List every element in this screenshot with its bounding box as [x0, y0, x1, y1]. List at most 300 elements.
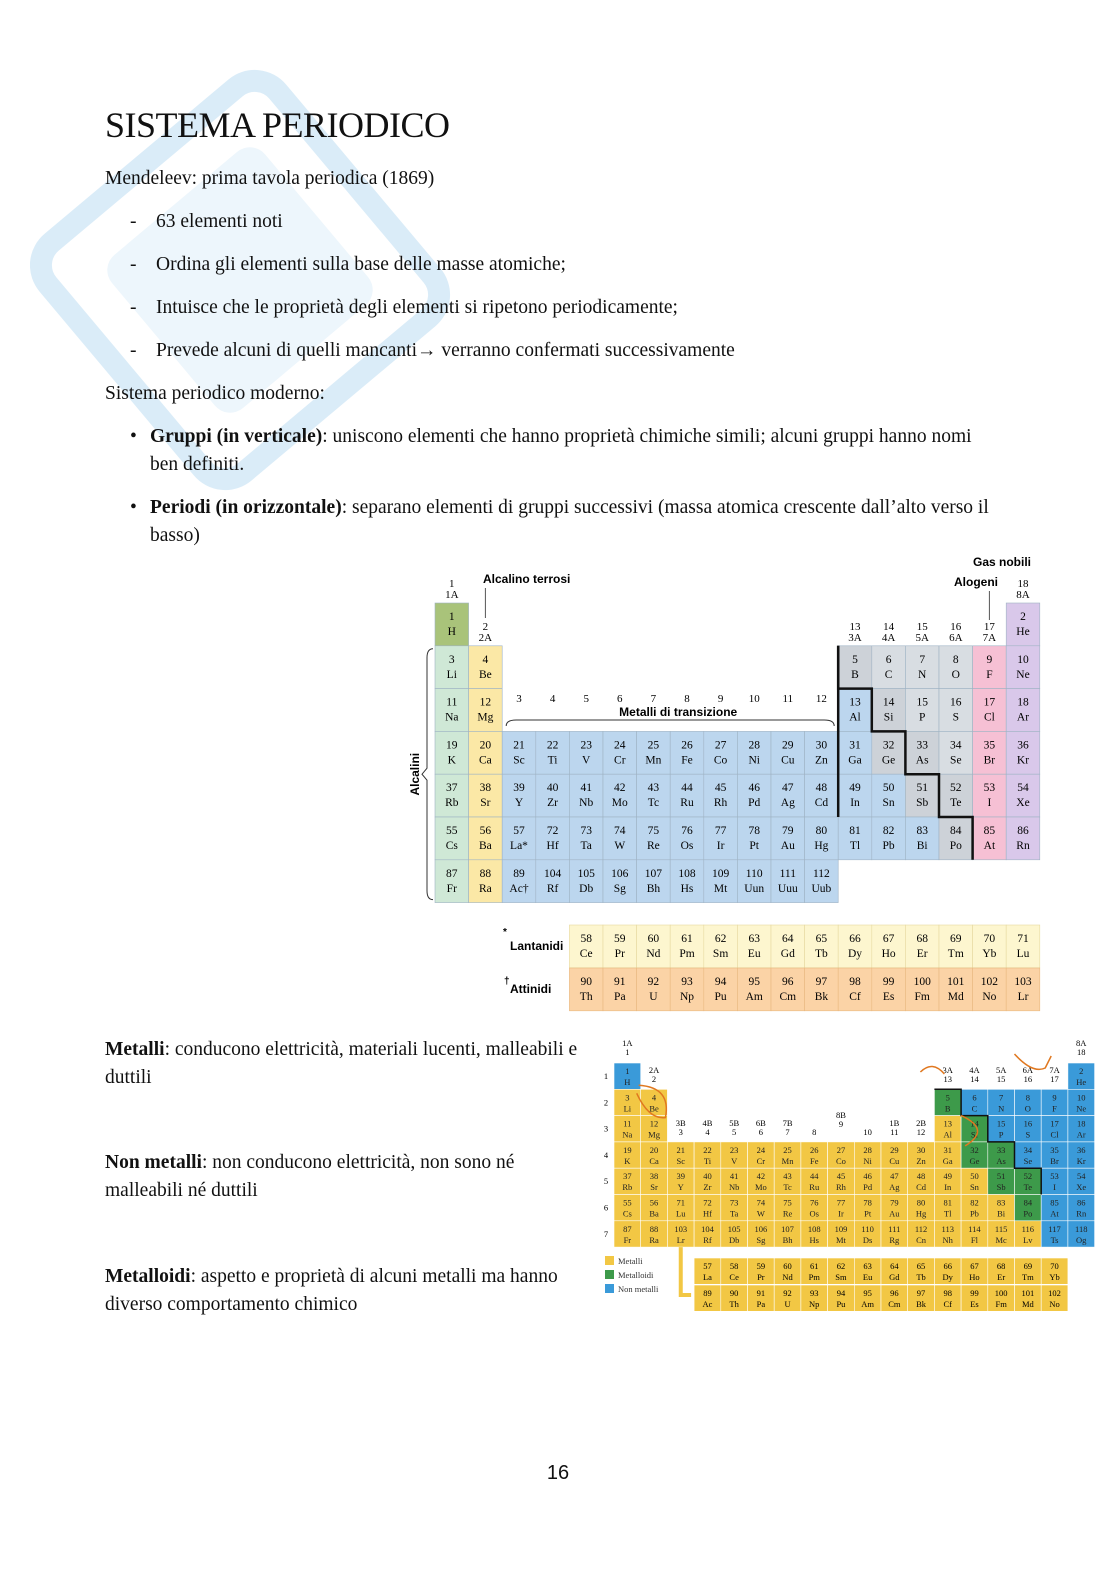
element-number: 33 — [916, 739, 928, 752]
element-symbol: Dy — [942, 1272, 953, 1282]
element-number: 11 — [446, 696, 458, 709]
element-symbol: In — [944, 1182, 952, 1193]
element-symbol: Ac — [702, 1299, 713, 1309]
element-symbol: Ni — [748, 754, 760, 767]
group-label: 5A — [915, 632, 929, 644]
element-cell — [704, 774, 738, 817]
element-number: 56 — [479, 825, 492, 837]
element-symbol: Cf — [943, 1299, 952, 1309]
element-symbol: Ir — [838, 1208, 844, 1219]
element-symbol: Cm — [779, 991, 797, 1003]
group-label: 3A — [848, 632, 862, 644]
element-symbol: Si — [970, 1129, 978, 1140]
element-number: 53 — [1050, 1171, 1059, 1182]
handwritten-mark — [920, 1066, 944, 1074]
element-number: 56 — [649, 1197, 659, 1208]
element-symbol: Db — [728, 1234, 740, 1245]
actinide-cell — [771, 968, 805, 1011]
element-symbol: Er — [997, 1272, 1006, 1282]
element-cell — [939, 731, 973, 774]
element-symbol: Uuu — [777, 882, 798, 895]
lanthanide-cell — [1006, 925, 1040, 968]
element-symbol: La* — [510, 840, 528, 852]
element-symbol: Pm — [808, 1272, 820, 1282]
element-symbol: Se — [1023, 1155, 1033, 1166]
element-symbol: Zr — [547, 797, 559, 810]
lantanidi-mark: * — [503, 927, 507, 938]
element-symbol: Mg — [648, 1129, 660, 1140]
element-symbol: Mc — [995, 1234, 1007, 1245]
group-label: 8B — [835, 1110, 846, 1120]
label-alcalino-terrosi: Alcalino terrosi — [483, 572, 571, 586]
element-symbol: Ti — [703, 1155, 712, 1166]
element-number: 71 — [1017, 933, 1029, 945]
element-number: 44 — [681, 782, 693, 795]
element-number: 23 — [580, 739, 592, 752]
element-symbol: Cr — [614, 754, 626, 767]
element-number: 84 — [1023, 1197, 1033, 1208]
element-symbol: Pt — [749, 840, 759, 852]
element-symbol: C — [971, 1103, 978, 1114]
element-cell — [536, 860, 570, 903]
group-number: 18 — [1077, 1047, 1086, 1057]
element-number: 11 — [623, 1118, 632, 1129]
element-symbol: Co — [713, 754, 728, 767]
element-symbol: Y — [677, 1182, 684, 1193]
element-symbol: Sb — [996, 1182, 1006, 1193]
element-symbol: Cu — [889, 1155, 900, 1166]
element-symbol: Th — [579, 991, 593, 1003]
element-symbol: V — [731, 1155, 738, 1166]
label-alogeni: Alogeni — [954, 575, 998, 589]
period-number: 2 — [603, 1097, 609, 1108]
period-number: 4 — [603, 1149, 609, 1160]
element-symbol: Fe — [810, 1155, 819, 1166]
element-number: 24 — [756, 1144, 766, 1155]
element-number: 22 — [546, 739, 559, 752]
element-number: 1 — [625, 1066, 630, 1076]
element-number: 20 — [479, 739, 492, 752]
element-cell — [973, 731, 1007, 774]
lanthanide-cell — [872, 925, 906, 968]
element-number: 88 — [649, 1223, 659, 1234]
element-symbol: Ho — [881, 948, 896, 960]
element-number: 99 — [882, 976, 895, 988]
attinidi-mark: † — [504, 976, 510, 987]
label-transizione: Metalli di transizione — [619, 705, 738, 719]
element-symbol: Db — [579, 882, 594, 895]
element-symbol: Rn — [1076, 1208, 1087, 1219]
element-symbol: He — [1076, 1077, 1087, 1087]
element-cell — [435, 774, 469, 817]
element-symbol: Bh — [646, 882, 661, 895]
element-symbol: Np — [809, 1299, 820, 1309]
element-number: 105 — [577, 867, 595, 880]
element-symbol: Ar — [1076, 1129, 1086, 1140]
element-symbol: Tl — [943, 1208, 952, 1219]
element-symbol: Ra — [479, 882, 492, 895]
group-number: 12 — [916, 1127, 926, 1137]
element-number: 61 — [810, 1261, 819, 1271]
group-number: 2 — [651, 1074, 657, 1084]
element-number: 13 — [849, 696, 861, 709]
element-symbol: B — [851, 668, 859, 681]
element-number: 31 — [849, 739, 861, 752]
group-number: 4 — [549, 693, 556, 705]
lanthanide-cell — [905, 925, 939, 968]
element-number: 88 — [479, 867, 492, 880]
element-symbol: Hg — [814, 840, 829, 852]
group-number: 5 — [732, 1127, 737, 1137]
bullet-item: • Gruppi (in verticale): uniscono elementi che hanno proprietà chimiche simili; alcuni gruppi hanno nomi ben definiti. — [130, 426, 972, 475]
element-cell — [536, 817, 570, 860]
element-number: 105 — [727, 1223, 741, 1234]
element-cell — [737, 817, 771, 860]
element-number: 33 — [996, 1144, 1006, 1155]
element-symbol: H — [447, 626, 456, 638]
group-number: 17 — [983, 621, 995, 633]
element-number: 26 — [810, 1144, 819, 1155]
element-symbol: Uub — [811, 882, 832, 895]
element-cell — [469, 646, 503, 689]
element-number: 37 — [446, 782, 458, 795]
group-label: 8A — [1016, 589, 1030, 601]
group-number: 8 — [684, 693, 690, 705]
element-number: 2 — [1020, 611, 1026, 623]
element-symbol: Dy — [847, 948, 863, 960]
lanthanide-cell — [737, 925, 771, 968]
element-symbol: At — [1050, 1208, 1059, 1219]
element-number: 22 — [703, 1144, 712, 1155]
group-number: 3 — [516, 693, 522, 705]
group-number: 15 — [916, 621, 928, 633]
lanthanide-cell — [670, 925, 704, 968]
element-symbol: Ag — [889, 1182, 900, 1193]
element-symbol: Be — [649, 1103, 659, 1114]
group-label: 6A — [1022, 1065, 1034, 1075]
group-number: 12 — [815, 693, 827, 705]
group-number: 1 — [625, 1047, 630, 1057]
element-cell — [973, 774, 1007, 817]
element-symbol: P — [998, 1129, 1004, 1140]
element-cell — [872, 646, 906, 689]
element-number: 42 — [756, 1171, 766, 1182]
element-symbol: Yb — [982, 948, 997, 960]
element-cell — [569, 860, 603, 903]
modern-heading: Sistema periodico moderno: — [105, 383, 325, 404]
actinide-cell — [737, 968, 771, 1011]
element-symbol: Eu — [862, 1272, 873, 1282]
element-number: 58 — [580, 933, 592, 945]
element-symbol: Te — [950, 797, 962, 810]
element-number: 113 — [941, 1223, 954, 1234]
element-number: 25 — [647, 739, 660, 752]
element-symbol: Bh — [782, 1234, 793, 1245]
element-number: 95 — [748, 976, 760, 988]
element-symbol: Rn — [1016, 840, 1030, 852]
element-symbol: Pm — [679, 948, 695, 960]
legend-swatch — [605, 1284, 614, 1293]
element-number: 47 — [782, 782, 794, 795]
element-number: 43 — [783, 1171, 792, 1182]
element-symbol: Po — [1023, 1208, 1033, 1219]
dash-item: - Prevede alcuni di quelli mancanti→ verranno confermati successivamente — [130, 340, 735, 361]
group-number: 6 — [617, 693, 623, 705]
element-cell — [469, 689, 503, 732]
element-symbol: Hf — [546, 840, 559, 852]
element-symbol: I — [1053, 1182, 1056, 1193]
element-symbol: Rb — [622, 1182, 633, 1193]
element-number: 27 — [714, 739, 727, 752]
element-number: 46 — [863, 1171, 872, 1182]
actinide-cell — [939, 968, 973, 1011]
element-symbol: Al — [849, 711, 861, 724]
element-symbol: Ds — [862, 1234, 873, 1245]
element-symbol: Cr — [756, 1155, 766, 1166]
group-number: 11 — [890, 1127, 899, 1137]
element-number: 80 — [815, 825, 828, 837]
element-number: 97 — [916, 1288, 926, 1298]
element-cell — [637, 731, 671, 774]
element-number: 115 — [994, 1223, 1008, 1234]
actinide-cell — [637, 968, 671, 1011]
element-symbol: Lr — [676, 1234, 685, 1245]
element-symbol: Mt — [835, 1234, 846, 1245]
element-symbol: Rf — [703, 1234, 712, 1245]
element-number: 26 — [681, 739, 693, 752]
element-symbol: Gd — [889, 1272, 900, 1282]
element-number: 99 — [970, 1288, 979, 1298]
element-number: 107 — [644, 867, 663, 880]
element-number: 60 — [783, 1261, 792, 1271]
actinide-cell — [973, 968, 1007, 1011]
element-number: 34 — [950, 739, 962, 752]
element-cell — [838, 646, 872, 689]
element-number: 62 — [836, 1261, 846, 1271]
element-number: 45 — [836, 1171, 846, 1182]
element-number: 63 — [748, 933, 760, 945]
element-number: 16 — [950, 696, 962, 709]
alcalini-bracket — [422, 649, 433, 900]
label-lantanidi: Lantanidi — [510, 939, 564, 953]
element-symbol: Cd — [916, 1182, 927, 1193]
element-symbol: C — [884, 668, 893, 681]
element-symbol: Yb — [1049, 1272, 1060, 1282]
group-label: 6A — [949, 632, 963, 644]
element-symbol: Nd — [782, 1272, 793, 1282]
element-number: 110 — [745, 867, 763, 880]
group-number: 7 — [785, 1127, 790, 1137]
element-number: 17 — [1050, 1118, 1059, 1129]
element-symbol: H — [624, 1077, 631, 1087]
element-symbol: Au — [889, 1208, 900, 1219]
element-symbol: Tb — [916, 1272, 926, 1282]
element-symbol: Lr — [1017, 991, 1029, 1003]
group-label: 1A — [622, 1038, 633, 1048]
element-cell — [973, 689, 1007, 732]
element-symbol: Cn — [916, 1234, 927, 1245]
non-metalli-section: Non metalli: non conducono elettricità, non sono né malleabili né duttili — [105, 1152, 515, 1201]
element-number: 103 — [1014, 976, 1032, 988]
element-cell — [435, 860, 469, 903]
element-number: 12 — [649, 1118, 659, 1129]
element-symbol: Nh — [942, 1234, 953, 1245]
element-symbol: As — [915, 754, 929, 767]
element-cell — [838, 774, 872, 817]
element-cell — [737, 774, 771, 817]
element-cell — [939, 689, 973, 732]
element-symbol: Th — [729, 1299, 739, 1309]
legend-label: Metalli — [618, 1256, 643, 1266]
element-symbol: Es — [882, 991, 895, 1003]
actinide-cell — [603, 968, 637, 1011]
element-number: 68 — [916, 933, 928, 945]
group-number: 17 — [1050, 1074, 1059, 1084]
element-number: 43 — [647, 782, 660, 795]
element-symbol: Ag — [780, 797, 795, 810]
element-symbol: Nb — [728, 1182, 740, 1193]
element-cell — [536, 731, 570, 774]
group-label: 2A — [478, 632, 493, 644]
element-cell — [469, 774, 503, 817]
element-number: 112 — [914, 1223, 928, 1234]
group-number: 13 — [943, 1074, 952, 1084]
element-symbol: Nd — [646, 948, 661, 960]
element-symbol: Hg — [915, 1208, 927, 1219]
element-cell — [603, 774, 637, 817]
element-symbol: Ge — [881, 754, 896, 767]
element-cell — [905, 646, 939, 689]
element-number: 5 — [945, 1092, 950, 1103]
element-symbol: Kr — [1076, 1155, 1086, 1166]
element-number: 57 — [513, 825, 525, 837]
element-number: 109 — [711, 867, 730, 880]
element-number: 12 — [479, 696, 492, 709]
element-cell — [939, 774, 973, 817]
element-number: 63 — [863, 1261, 872, 1271]
element-number: 30 — [916, 1144, 926, 1155]
element-number: 6 — [972, 1092, 977, 1103]
period-number: 3 — [603, 1123, 609, 1134]
group-label: 7B — [782, 1118, 793, 1128]
element-symbol: Eu — [747, 948, 761, 960]
actinide-cell — [569, 968, 603, 1011]
element-symbol: Cs — [622, 1208, 632, 1219]
element-symbol: Zr — [703, 1182, 712, 1193]
element-number: 90 — [580, 976, 592, 988]
element-cell — [771, 860, 805, 903]
element-symbol: Cd — [814, 797, 829, 810]
element-symbol: Mn — [645, 754, 662, 767]
element-cell — [805, 731, 839, 774]
group-label: 4A — [881, 632, 896, 644]
legend-label: Metalloidi — [618, 1270, 654, 1280]
element-symbol: Pt — [864, 1208, 872, 1219]
element-symbol: Ts — [1050, 1234, 1059, 1245]
element-number: 15 — [916, 696, 928, 709]
element-number: 84 — [950, 825, 962, 837]
actinide-cell — [905, 968, 939, 1011]
group-number: 9 — [717, 693, 724, 705]
element-number: 29 — [890, 1144, 899, 1155]
element-cell — [569, 774, 603, 817]
element-number: 87 — [446, 867, 458, 880]
element-number: 32 — [970, 1144, 979, 1155]
element-number: 2 — [1079, 1066, 1084, 1076]
element-number: 69 — [950, 933, 962, 945]
element-symbol: Xe — [1016, 797, 1030, 810]
element-number: 52 — [1023, 1171, 1033, 1182]
bullet-item: • Periodi (in orizzontale): separano elementi di gruppi successivi (massa atomica crescente dall’alto verso il basso) — [130, 497, 989, 546]
group-label: 2A — [648, 1065, 660, 1075]
element-symbol: Ho — [969, 1272, 980, 1282]
element-number: 64 — [782, 933, 794, 945]
element-number: 19 — [623, 1144, 632, 1155]
element-cell — [838, 817, 872, 860]
group-label: 1A — [445, 589, 459, 601]
element-symbol: Pa — [614, 991, 626, 1003]
element-symbol: Am — [745, 991, 763, 1003]
element-symbol: Sc — [513, 754, 525, 767]
element-number: 66 — [943, 1261, 952, 1271]
element-symbol: Bi — [997, 1208, 1006, 1219]
actinide-cell — [838, 968, 872, 1011]
element-number: 77 — [714, 825, 727, 837]
group-number: 14 — [970, 1074, 979, 1084]
element-symbol: W — [614, 840, 626, 852]
group-number: 18 — [1017, 578, 1029, 590]
lanthanide-cell — [704, 925, 738, 968]
group-number: 3 — [678, 1127, 683, 1137]
element-cell — [905, 689, 939, 732]
element-number: 36 — [1077, 1144, 1086, 1155]
periodic-table — [395, 550, 1055, 1020]
element-number: 81 — [849, 825, 861, 837]
group-number: 5 — [583, 693, 589, 705]
element-number: 51 — [996, 1171, 1006, 1182]
element-number: 8 — [1025, 1092, 1030, 1103]
element-number: 72 — [546, 825, 559, 837]
element-symbol: Sr — [480, 797, 491, 810]
element-number: 7 — [999, 1092, 1004, 1103]
element-symbol: Sm — [712, 948, 729, 960]
element-symbol: F — [1052, 1103, 1057, 1114]
element-cell — [569, 817, 603, 860]
element-symbol: Pd — [863, 1182, 873, 1193]
element-number: 79 — [782, 825, 794, 837]
element-cell — [805, 774, 839, 817]
element-number: 46 — [748, 782, 760, 795]
element-cell — [502, 731, 536, 774]
element-cell — [1006, 731, 1040, 774]
element-symbol: S — [952, 711, 960, 724]
element-symbol: Mn — [781, 1155, 794, 1166]
element-number: 52 — [950, 782, 962, 795]
group-number: 10 — [748, 693, 760, 705]
element-number: 87 — [623, 1223, 632, 1234]
group-number: 6 — [758, 1127, 763, 1137]
element-cell — [435, 646, 469, 689]
element-symbol: Ca — [479, 754, 492, 767]
element-symbol: Rf — [546, 882, 559, 895]
element-number: 61 — [681, 933, 693, 945]
group-label: 1B — [889, 1118, 900, 1128]
element-symbol: Tm — [947, 948, 964, 960]
element-number: 4 — [651, 1092, 657, 1103]
element-cell — [1006, 603, 1040, 646]
element-number: 68 — [996, 1261, 1006, 1271]
group-number: 7 — [650, 693, 657, 705]
